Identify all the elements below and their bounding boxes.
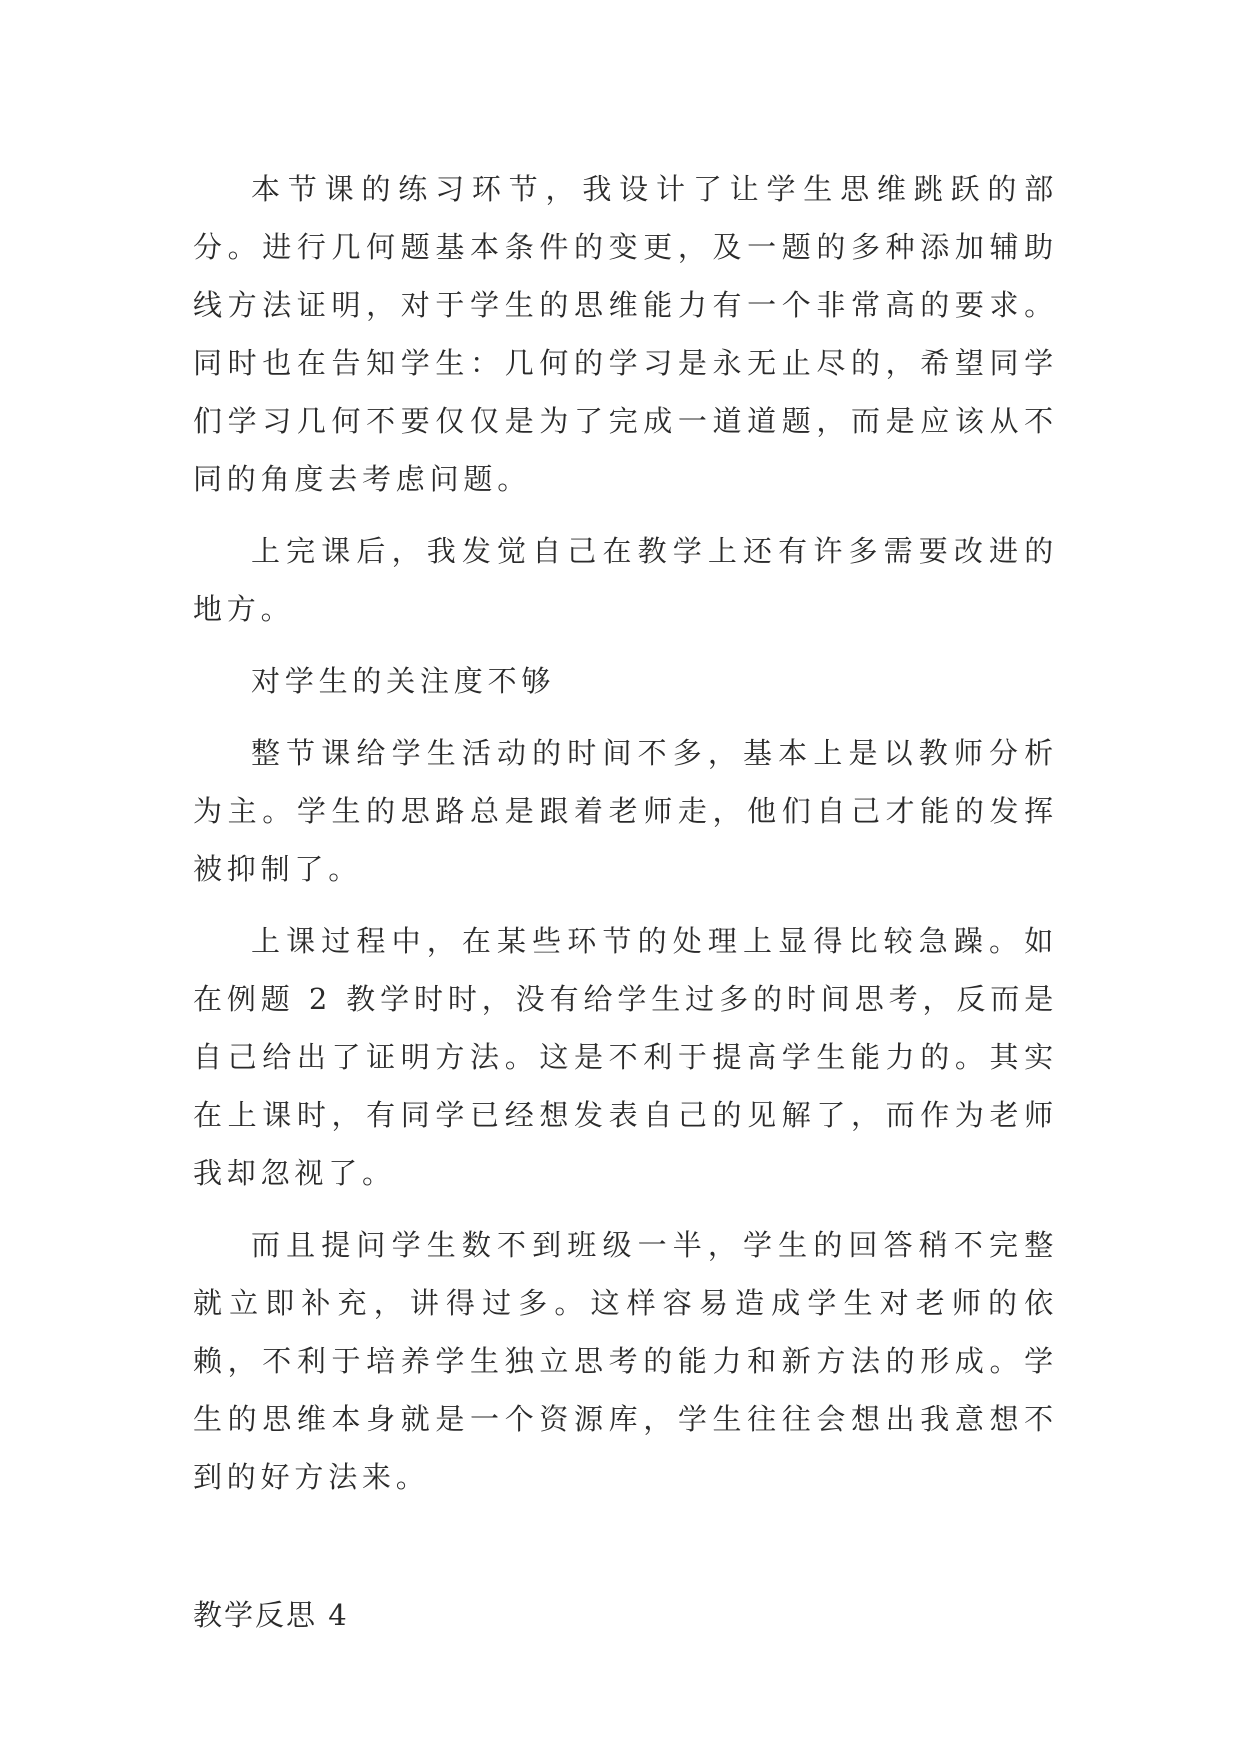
paragraph-activity-time: 整节课给学生活动的时间不多，基本上是以教师分析为主。学生的思路总是跟着老师走，他们自己才能的发挥被抑制了。	[193, 736, 1058, 886]
paragraph-spacer	[193, 638, 1058, 652]
document-body	[193, 160, 1058, 1644]
paragraph-questioning: 而且提问学生数不到班级一半，学生的回答稍不完整就立即补充，讲得过多。这样容易造成学生对老师的依赖，不利于培养学生独立思考的能力和新方法的形成。学生的思维本身就是一个资源库，学生往往会想出我意想不到的好方法来。	[193, 1228, 1058, 1494]
paragraph-lesson-process: 上课过程中，在某些环节的处理上显得比较急躁。如在例题 2 教学时时，没有给学生过多的时间思考，反而是自己给出了证明方法。这是不利于提高学生能力的。其实在上课时，有同学已经想发表自己的见解了，而作为老师我却忽视了。	[193, 924, 1058, 1190]
section-spacer	[193, 1506, 1058, 1586]
paragraph-subheading-attention: 对学生的关注度不够	[251, 664, 556, 698]
paragraph-spacer	[193, 710, 1058, 724]
paragraph-practice-section: 本节课的练习环节，我设计了让学生思维跳跃的部分。进行几何题基本条件的变更，及一题的多种添加辅助线方法证明，对于学生的思维能力有一个非常高的要求。同时也在告知学生：几何的学习是永无止尽的，希望同学们学习几何不要仅仅是为了完成一道道题，而是应该从不同的角度去考虑问题。	[193, 172, 1058, 496]
section-heading: 教学反思 4	[193, 1598, 349, 1632]
paragraph-spacer	[193, 898, 1058, 912]
paragraph-improvement-intro: 上完课后，我发觉自己在教学上还有许多需要改进的地方。	[193, 534, 1058, 626]
paragraph-spacer	[193, 1202, 1058, 1216]
paragraph-spacer	[193, 508, 1058, 522]
